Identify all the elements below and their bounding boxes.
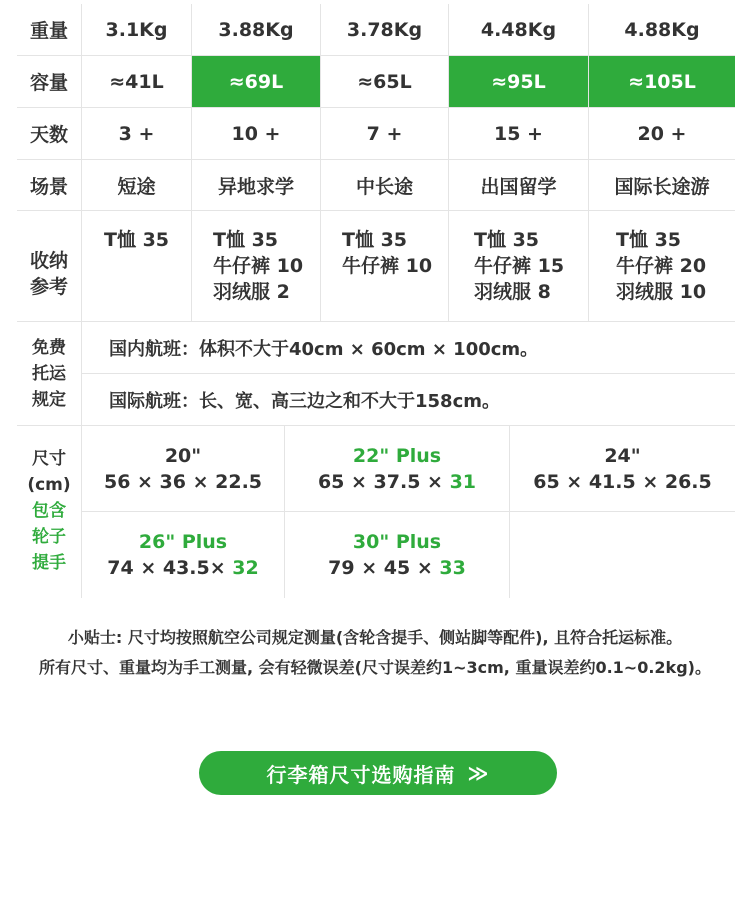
tips-line: 所有尺寸、重量均为手工测量, 会有轻微误差(尺寸误差约1~3cm, 重量误差约0.1~0.2kg)。 bbox=[39, 658, 711, 677]
size-name: 30" Plus bbox=[352, 531, 442, 553]
capacity-value: ≈41L bbox=[82, 56, 192, 107]
size-item-24 bbox=[510, 426, 735, 512]
capacity-label: 容量 bbox=[17, 56, 82, 107]
size-item-26-plus bbox=[82, 512, 285, 598]
storage-item: 牛仔裤 20 bbox=[616, 255, 707, 277]
days-label: 天数 bbox=[17, 108, 82, 159]
storage-item: T恤 35 bbox=[342, 229, 408, 251]
free-checkin-row bbox=[17, 322, 735, 426]
international-rule: 国际航班：长、宽、高三边之和不大于158cm。 bbox=[109, 390, 500, 412]
storage-item: 牛仔裤 10 bbox=[342, 255, 433, 277]
double-chevron-right-icon: ≫ bbox=[467, 761, 490, 785]
size-dims-text: 74 × 43.5× bbox=[107, 557, 233, 579]
storage-column bbox=[82, 211, 192, 321]
size-dims-text: 65 × 41.5 × 26.5 bbox=[533, 470, 712, 493]
scene-value: 异地求学 bbox=[192, 160, 321, 210]
storage-item: 羽绒服 2 bbox=[213, 281, 290, 303]
storage-item: 羽绒服 10 bbox=[616, 281, 707, 303]
storage-label-line: 收纳 bbox=[29, 250, 68, 272]
size-dims bbox=[318, 469, 476, 495]
storage-row bbox=[17, 211, 735, 322]
tips-note bbox=[0, 623, 750, 683]
storage-column bbox=[192, 211, 321, 321]
days-value: 15 + bbox=[449, 108, 589, 159]
days-value: 7 + bbox=[321, 108, 449, 159]
weight-value: 4.88Kg bbox=[624, 18, 700, 41]
size-label-line: 尺寸 bbox=[32, 449, 66, 469]
size-row bbox=[17, 426, 735, 598]
days-value: 20 + bbox=[637, 122, 687, 145]
weight-value: 3.78Kg bbox=[321, 4, 449, 55]
scene-row bbox=[17, 160, 735, 211]
size-item-20 bbox=[82, 426, 285, 512]
free-checkin-label-line: 免费 bbox=[32, 337, 66, 358]
size-dims-depth: 32 bbox=[232, 557, 259, 579]
capacity-value-highlight: ≈105L bbox=[589, 56, 735, 107]
free-checkin-label bbox=[17, 322, 82, 425]
storage-column bbox=[321, 211, 449, 321]
storage-label-line: 参考 bbox=[29, 276, 68, 298]
size-note-line: 包含 bbox=[32, 501, 66, 521]
size-item-30-plus bbox=[285, 512, 510, 598]
size-dims bbox=[107, 555, 258, 581]
storage-column bbox=[449, 211, 589, 321]
free-checkin-rules bbox=[82, 322, 735, 425]
weight-value: 3.88Kg bbox=[192, 4, 321, 55]
storage-item: 牛仔裤 10 bbox=[213, 255, 304, 277]
storage-item: T恤 35 bbox=[474, 229, 540, 251]
size-dims bbox=[104, 469, 262, 495]
weight-value: 3.1Kg bbox=[82, 4, 192, 55]
weight-row bbox=[17, 4, 735, 56]
domestic-rule: 国内航班：体积不大于40cm × 60cm × 100cm。 bbox=[82, 322, 735, 374]
storage-item: 羽绒服 8 bbox=[474, 281, 551, 303]
spec-table bbox=[17, 4, 735, 598]
free-checkin-label-line: 托运 bbox=[32, 363, 66, 384]
size-dims-text: 79 × 45 × bbox=[328, 557, 440, 579]
size-dims-depth: 33 bbox=[439, 557, 466, 579]
size-dims-text: 65 × 37.5 × bbox=[317, 470, 450, 493]
weight-label: 重量 bbox=[17, 4, 82, 55]
storage-item: 牛仔裤 15 bbox=[474, 255, 565, 277]
weight-value: 4.48Kg bbox=[449, 4, 589, 55]
capacity-value: ≈65L bbox=[321, 56, 449, 107]
days-value: 3 + bbox=[82, 108, 192, 159]
storage-item: T恤 35 bbox=[616, 229, 682, 251]
scene-value: 中长途 bbox=[321, 160, 449, 210]
size-name: 20" bbox=[164, 444, 202, 467]
storage-label bbox=[17, 211, 82, 321]
capacity-row bbox=[17, 56, 735, 108]
size-label-unit: (cm) bbox=[27, 475, 71, 495]
size-item-empty bbox=[510, 512, 735, 598]
scene-label: 场景 bbox=[17, 160, 82, 210]
storage-item: T恤 35 bbox=[104, 229, 170, 251]
scene-value: 出国留学 bbox=[449, 160, 589, 210]
scene-value: 国际长途游 bbox=[614, 175, 710, 198]
size-grid bbox=[82, 426, 735, 598]
size-name: 26" Plus bbox=[138, 531, 228, 553]
guide-button-label: 行李箱尺寸选购指南 bbox=[266, 762, 456, 787]
size-note-line: 提手 bbox=[32, 553, 66, 573]
days-row bbox=[17, 108, 735, 160]
size-label bbox=[17, 426, 82, 598]
size-dims-depth: 31 bbox=[449, 470, 477, 493]
storage-item: T恤 35 bbox=[213, 229, 279, 251]
tips-line: 小贴士: 尺寸均按照航空公司规定测量(含轮含提手、侧站脚等配件), 且符合托运标准。 bbox=[67, 628, 683, 647]
size-dims bbox=[533, 469, 712, 495]
size-name: 22" Plus bbox=[352, 444, 442, 467]
free-checkin-label-line: 规定 bbox=[32, 389, 66, 410]
size-item-22-plus bbox=[285, 426, 510, 512]
scene-value: 短途 bbox=[82, 160, 192, 210]
capacity-value-highlight: ≈69L bbox=[192, 56, 321, 107]
size-dims-text: 56 × 36 × 22.5 bbox=[103, 470, 263, 493]
capacity-value-highlight: ≈95L bbox=[449, 56, 589, 107]
size-note-line: 轮子 bbox=[32, 527, 66, 547]
days-value: 10 + bbox=[192, 108, 321, 159]
size-name: 24" bbox=[604, 444, 641, 467]
storage-column bbox=[589, 211, 735, 321]
luggage-size-guide-button[interactable] bbox=[199, 751, 557, 795]
size-dims bbox=[328, 555, 466, 581]
